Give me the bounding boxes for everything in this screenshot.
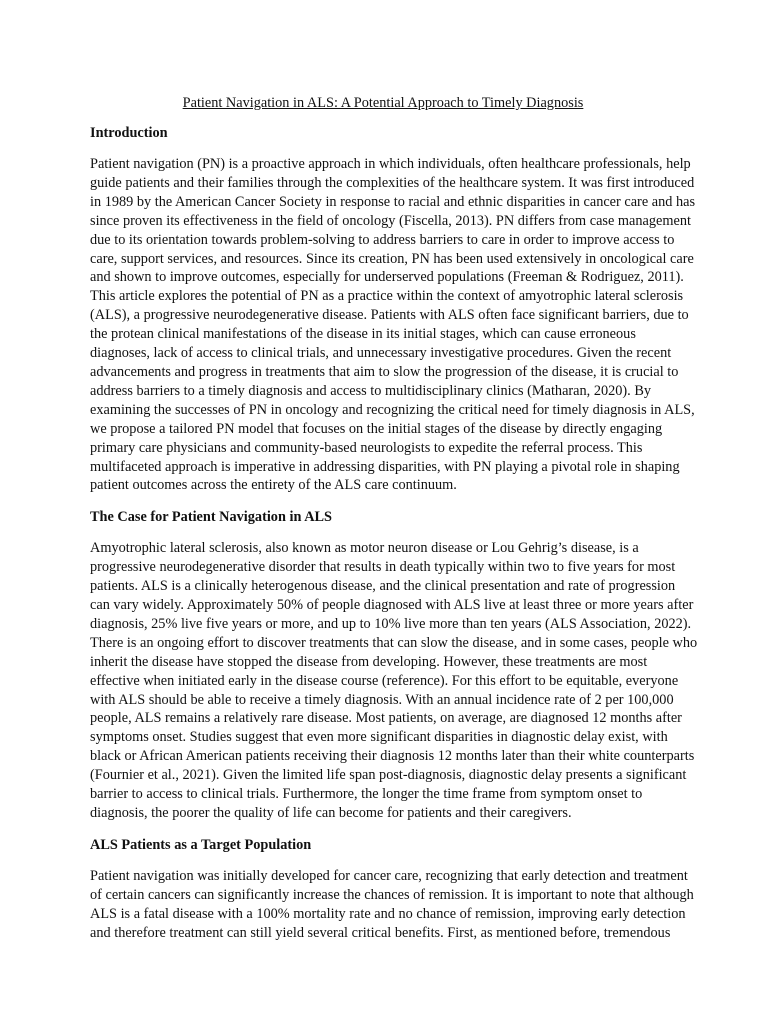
paragraph-line: and shown to improve outcomes, especially for underserved populations (Freeman & Rodriguez, 2011). bbox=[90, 269, 684, 286]
document-page bbox=[90, 94, 698, 956]
paragraph-line: Amyotrophic lateral sclerosis, also known as motor neuron disease or Lou Gehrig’s disease, is a bbox=[90, 540, 639, 557]
paragraph-line: multifaceted approach is imperative in addressing disparities, with PN playing a pivotal role in shaping bbox=[90, 458, 680, 475]
paragraph-line: guide patients and their families through the complexities of the healthcare system. It was first introduced bbox=[90, 174, 695, 191]
paragraph-line: ALS is a fatal disease with a 100% mortality rate and no chance of remission, improving early detection bbox=[90, 905, 686, 922]
paragraph-line: diagnosis, 25% live five years or more, and up to 10% live more than ten years (ALS Association, 2022). bbox=[90, 615, 692, 632]
paragraph-line: barrier to access to clinical trials. Furthermore, the longer the time frame from symptom onset to bbox=[90, 786, 643, 803]
paragraph-line: progressive neurodegenerative disorder that results in death typically within two to five years for most bbox=[90, 559, 676, 576]
paragraph-line: care, support services, and resources. Since its creation, PN has been used extensively in oncological care bbox=[90, 250, 694, 267]
paragraph-line: Patient navigation (PN) is a proactive approach in which individuals, often healthcare professionals, help bbox=[90, 156, 691, 172]
paragraph-line: of certain cancers can significantly increase the chances of remission. It is important to note that although bbox=[90, 886, 694, 903]
paragraph-line: the protean clinical manifestations of the disease in its initial stages, which can cause erroneous bbox=[90, 326, 636, 343]
paragraph-line: (ALS), a progressive neurodegenerative disease. Patients with ALS often face significant barriers, due to bbox=[90, 307, 689, 324]
paragraph-line: symptoms onset. Studies suggest that even more significant disparities in diagnostic delay exist, with bbox=[90, 729, 668, 746]
paragraph-line: diagnoses, lack of access to clinical trials, and unnecessary investigative procedures. Given the recent bbox=[90, 345, 672, 362]
paragraph-line: due to its orientation towards problem-solving to address barriers to care in order to improve access to bbox=[90, 231, 675, 248]
paragraph-line: inherit the disease have stopped the disease from developing. However, these treatments are most bbox=[90, 653, 648, 670]
paragraph-line: patients. ALS is a clinically heterogenous disease, and the clinical presentation and rate of progression bbox=[90, 578, 676, 595]
paragraph-line: Patient navigation was initially developed for cancer care, recognizing that early detection and treatment bbox=[90, 867, 688, 884]
paragraph-line: we propose a tailored PN model that focuses on the initial stages of the disease by directly engaging bbox=[90, 420, 663, 437]
paragraph-line: advancements and progress in treatments that aim to slow the progression of the disease, it is crucial to bbox=[90, 363, 679, 380]
paragraph-line: examining the successes of PN in oncology and recognizing the critical need for timely diagnosis in ALS, bbox=[90, 401, 695, 418]
paragraph-target-population bbox=[90, 867, 694, 943]
paragraph-line: address barriers to a timely diagnosis and access to multidisciplinary clinics (Matharan, 2020). By bbox=[90, 382, 652, 399]
paragraph-line: diagnosis, the poorer the quality of life can become for patients and their caregivers. bbox=[90, 805, 572, 821]
paragraph-line: This article explores the potential of PN as a practice within the context of amyotrophic lateral sclerosis bbox=[90, 288, 684, 305]
paragraph-line: since proven its effectiveness in the field of oncology (Fiscella, 2013). PN differs from case management bbox=[90, 212, 691, 229]
paragraph-line: can vary widely. Approximately 50% of people diagnosed with ALS live at least three or more years after bbox=[90, 597, 694, 614]
paragraph-line: (Fournier et al., 2021). Given the limited life span post-diagnosis, diagnostic delay presents a significant bbox=[90, 767, 687, 784]
document-title: Patient Navigation in ALS: A Potential Approach to Timely Diagnosis bbox=[182, 95, 584, 111]
paragraph-line: people, ALS remains a relatively rare disease. Most patients, on average, are diagnosed 12 months after bbox=[90, 710, 682, 727]
paragraph-line: primary care physicians and community-based neurologists to expedite the referral process. This bbox=[90, 439, 643, 456]
paragraph-line: patient outcomes across the entirety of the ALS care continuum. bbox=[90, 477, 457, 494]
paragraph-line: with ALS should be able to receive a timely diagnosis. With an annual incidence rate of 2 per 100,000 bbox=[90, 691, 674, 708]
section-heading-introduction: Introduction bbox=[90, 125, 168, 141]
paragraph-line: effective when initiated early in the disease course (reference). For this effort to be equitable, everyone bbox=[90, 672, 679, 689]
section-heading-target-population: ALS Patients as a Target Population bbox=[90, 836, 312, 853]
paragraph-case-for-pn bbox=[90, 539, 698, 823]
section-heading-case-for-pn: The Case for Patient Navigation in ALS bbox=[90, 509, 332, 526]
paragraph-line: and therefore treatment can still yield several critical benefits. First, as mentioned before, tremendous bbox=[90, 924, 671, 941]
paragraph-introduction bbox=[90, 155, 696, 495]
paragraph-line: in 1989 by the American Cancer Society in response to racial and ethnic disparities in cancer care and has bbox=[90, 193, 696, 210]
paragraph-line: There is an ongoing effort to discover treatments that can slow the disease, and in some cases, people who bbox=[90, 634, 698, 651]
paragraph-line: black or African American patients receiving their diagnosis 12 months later than their white counterparts bbox=[90, 748, 695, 765]
